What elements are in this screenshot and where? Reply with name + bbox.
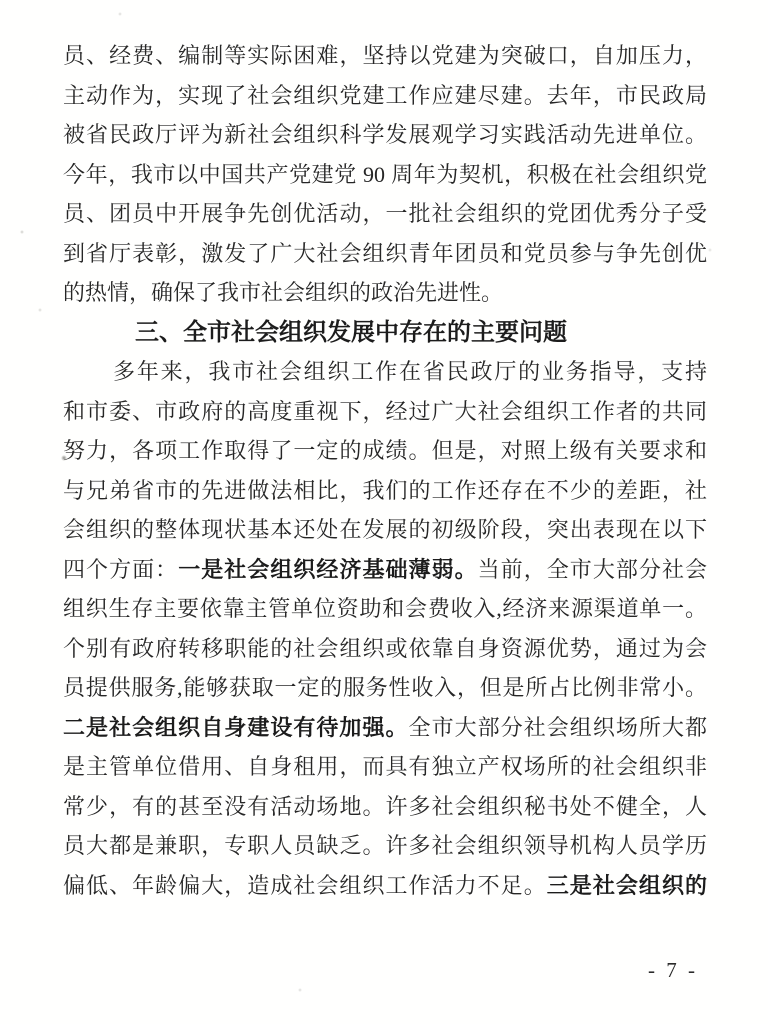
text-line: 常少，有的甚至没有活动场地。许多社会组织秘书处不健全，人 bbox=[63, 793, 707, 819]
text-line: 的热情，确保了我市社会组织的政治先进性。 bbox=[63, 280, 504, 305]
text-line: 员提供服务,能够获取一定的服务性收入，但是所占比例非常小。 bbox=[63, 675, 707, 700]
text-line: 多年来，我市社会组织工作在省民政厅的业务指导，支持 bbox=[113, 359, 707, 384]
text-line: 组织生存主要依靠主管单位资助和会费收入,经济来源渠道单一。 bbox=[63, 596, 707, 621]
document-body bbox=[63, 36, 707, 905]
text-line: 努力，各项工作取得了一定的成绩。但是，对照上级有关要求和 bbox=[63, 438, 707, 463]
text-line: 四个方面：一是社会组织经济基础薄弱。当前，全市大部分社会 bbox=[63, 556, 707, 582]
section-heading: 三、全市社会组织发展中存在的主要问题 bbox=[135, 318, 567, 346]
text-line: 偏低、年龄偏大，造成社会组织工作活力不足。三是社会组织的 bbox=[63, 872, 707, 898]
text-line: 是主管单位借用、自身租用，而具有独立产权场所的社会组织非 bbox=[63, 754, 707, 779]
text-line: 被省民政厅评为新社会组织科学发展观学习实践活动先进单位。 bbox=[63, 122, 707, 147]
text-line: 员大都是兼职，专职人员缺乏。许多社会组织领导机构人员学历 bbox=[63, 833, 707, 858]
text-line: 二是社会组织自身建设有待加强。全市大部分社会组织场所大都 bbox=[63, 714, 707, 740]
page-number: - 7 - bbox=[648, 958, 698, 982]
text-line: 到省厅表彰，激发了广大社会组织青年团员和党员参与争先创优 bbox=[63, 240, 707, 266]
text-line: 个别有政府转移职能的社会组织或依靠自身资源优势，通过为会 bbox=[63, 635, 707, 661]
text-line: 与兄弟省市的先进做法相比，我们的工作还存在不少的差距，社 bbox=[63, 477, 707, 503]
text-line: 员、团员中开展争先创优活动，一批社会组织的党团优秀分子受 bbox=[63, 201, 707, 226]
text-line: 主动作为，实现了社会组织党建工作应建尽建。去年，市民政局 bbox=[63, 82, 707, 108]
text-line: 和市委、市政府的高度重视下，经过广大社会组织工作者的共同 bbox=[63, 398, 707, 424]
text-line: 员、经费、编制等实际困难，坚持以党建为突破口，自加压力， bbox=[63, 43, 707, 68]
text-line: 会组织的整体现状基本还处在发展的初级阶段，突出表现在以下 bbox=[63, 517, 707, 542]
text-line: 今年，我市以中国共产党建党 90 周年为契机，积极在社会组织党 bbox=[63, 161, 707, 187]
